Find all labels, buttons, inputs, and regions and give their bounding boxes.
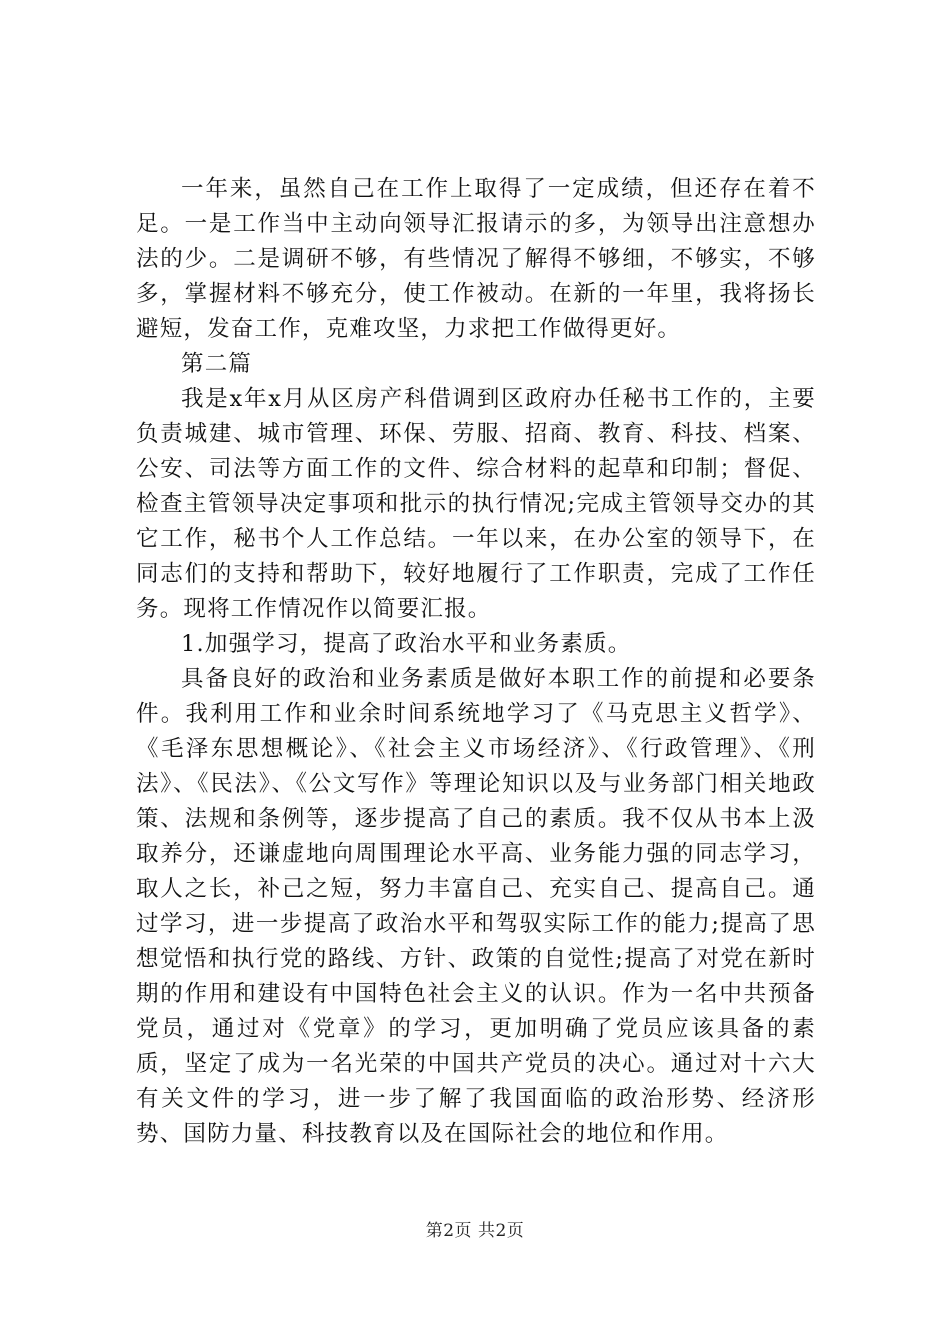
paragraph-summary-shortcomings: 一年来，虽然自己在工作上取得了一定成绩，但还存在着不足。一是工作当中主动向领导汇报请示的多，为领导出注意想办法的少。二是调研不够，有些情况了解得不够细，不够实，不够多，掌握材料不够充分，使工作被动。在新的一年里，我将扬长避短，发奋工作，克难攻坚，力求把工作做得更好。	[136, 176, 816, 342]
document-body	[136, 172, 816, 1152]
subheading-strengthen-study: 1.加强学习，提高了政治水平和业务素质。	[181, 631, 632, 657]
page-footer: 第2页 共2页	[425, 1221, 525, 1241]
section-heading-second: 第二篇	[181, 351, 253, 377]
paragraph-study-details: 具备良好的政治和业务素质是做好本职工作的前提和必要条件。我利用工作和业余时间系统地学习了《马克思主义哲学》、《毛泽东思想概论》、《社会主义市场经济》、《行政管理》、《刑法》、《民法》、《公文写作》等理论知识以及与业务部门相关地政策、法规和条例等，逐步提高了自己的素质。我不仅从书本上汲取养分，还谦虚地向周围理论水平高、业务能力强的同志学习，取人之长，补己之短，努力丰富自己、充实自己、提高自己。通过学习，进一步提高了政治水平和驾驭实际工作的能力;提高了思想觉悟和执行党的路线、方针、政策的自觉性;提高了对党在新时期的作用和建设有中国特色社会主义的认识。作为一名中共预备党员，通过对《党章》的学习，更加明确了党员应该具备的素质，坚定了成为一名光荣的中国共产党员的决心。通过对十六大有关文件的学习，进一步了解了我国面临的政治形势、经济形势、国防力量、科技教育以及在国际社会的地位和作用。	[136, 666, 816, 1147]
paragraph-introduction: 我是x年x月从区房产科借调到区政府办任秘书工作的，主要负责城建、城市管理、环保、劳服、招商、教育、科技、档案、公安、司法等方面工作的文件、综合材料的起草和印制；督促、检查主管领导决定事项和批示的执行情况;完成主管领导交办的其它工作，秘书个人工作总结。一年以来，在办公室的领导下，在同志们的支持和帮助下，较好地履行了工作职责，完成了工作任务。现将工作情况作以简要汇报。	[136, 386, 816, 622]
